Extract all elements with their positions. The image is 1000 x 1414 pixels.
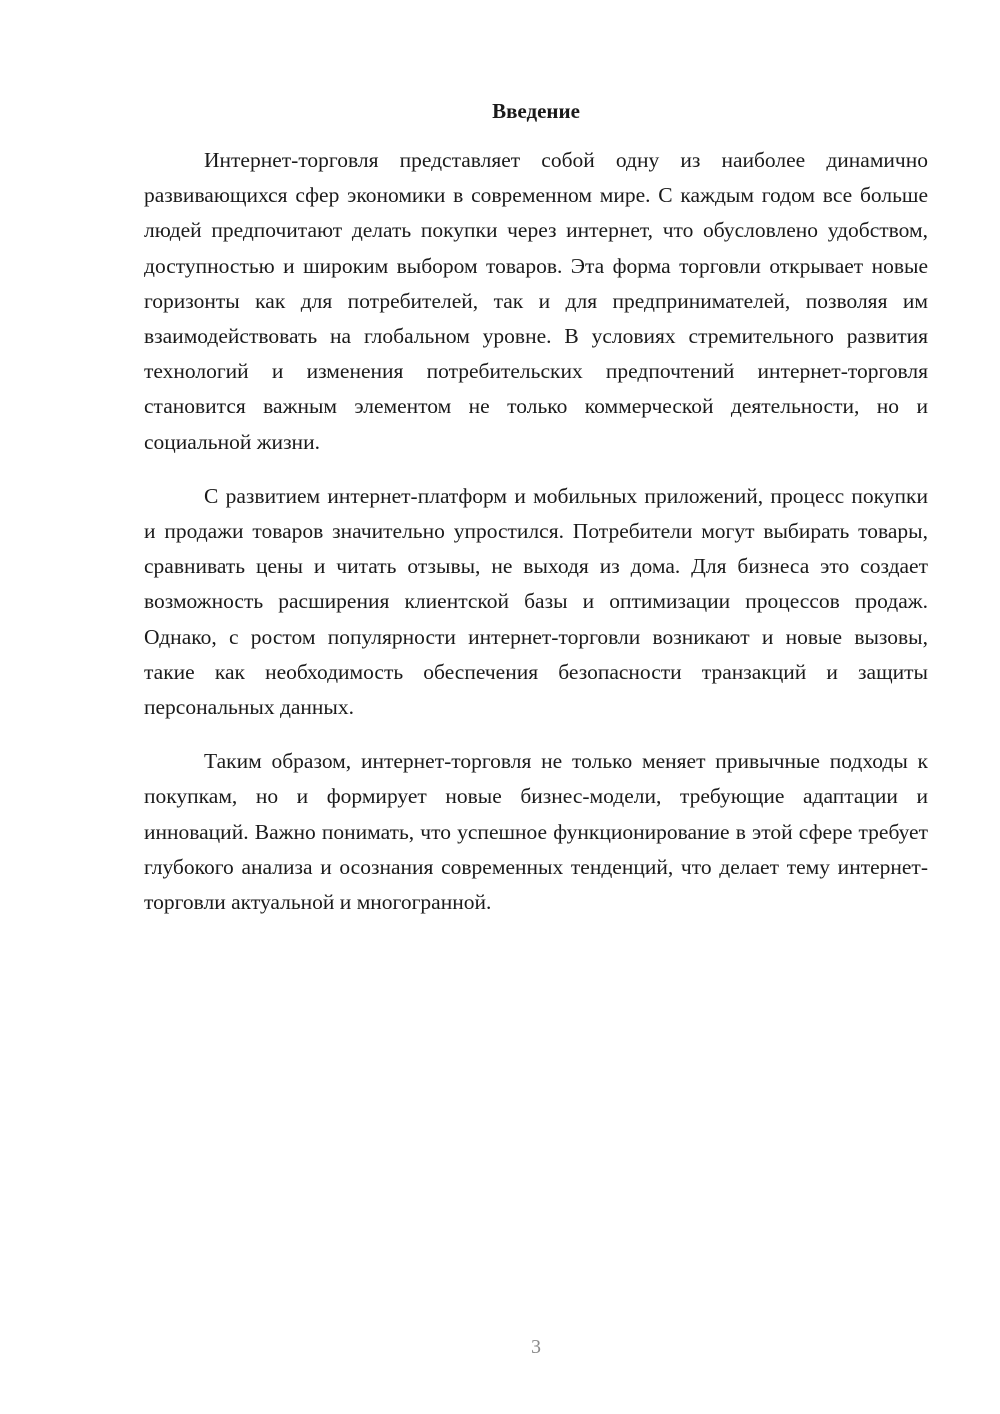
body-text [144,143,928,939]
page-number: 3 [531,1336,541,1358]
paragraph-1: Интернет-торговля представляет собой одну из наиболее динамично развивающихся сфер экономики в современном мире. С каждым годом все больше людей предпочитают делать покупки через интернет, что обусловлено удобством, доступностью и широким выбором товаров. Эта форма торговли открывает новые горизонты как для потребителей, так и для предпринимателей, позволяя им взаимодействовать на глобальном уровне. В условиях стремительного развития технологий и изменения потребительских предпочтений интернет-торговля становится важным элементом не только коммерческой деятельности, но и социальной жизни. [144,148,928,454]
paragraph-3: Таким образом, интернет-торговля не только меняет привычные подходы к покупкам, но и формирует новые бизнес-модели, требующие адаптации и инноваций. Важно понимать, что успешное функционирование в этой сфере требует глубокого анализа и осознания современных тенденций, что делает тему интернет-торговли актуальной и многогранной. [144,749,928,915]
section-heading: Введение [492,99,580,123]
paragraph-2: С развитием интернет-платформ и мобильных приложений, процесс покупки и продажи товаров значительно упростился. Потребители могут выбирать товары, сравнивать цены и читать отзывы, не выходя из дома. Для бизнеса это создает возможность расширения клиентской базы и оптимизации процессов продаж. Однако, с ростом популярности интернет-торговли возникают и новые вызовы, такие как необходимость обеспечения безопасности транзакций и защиты персональных данных. [144,483,928,720]
